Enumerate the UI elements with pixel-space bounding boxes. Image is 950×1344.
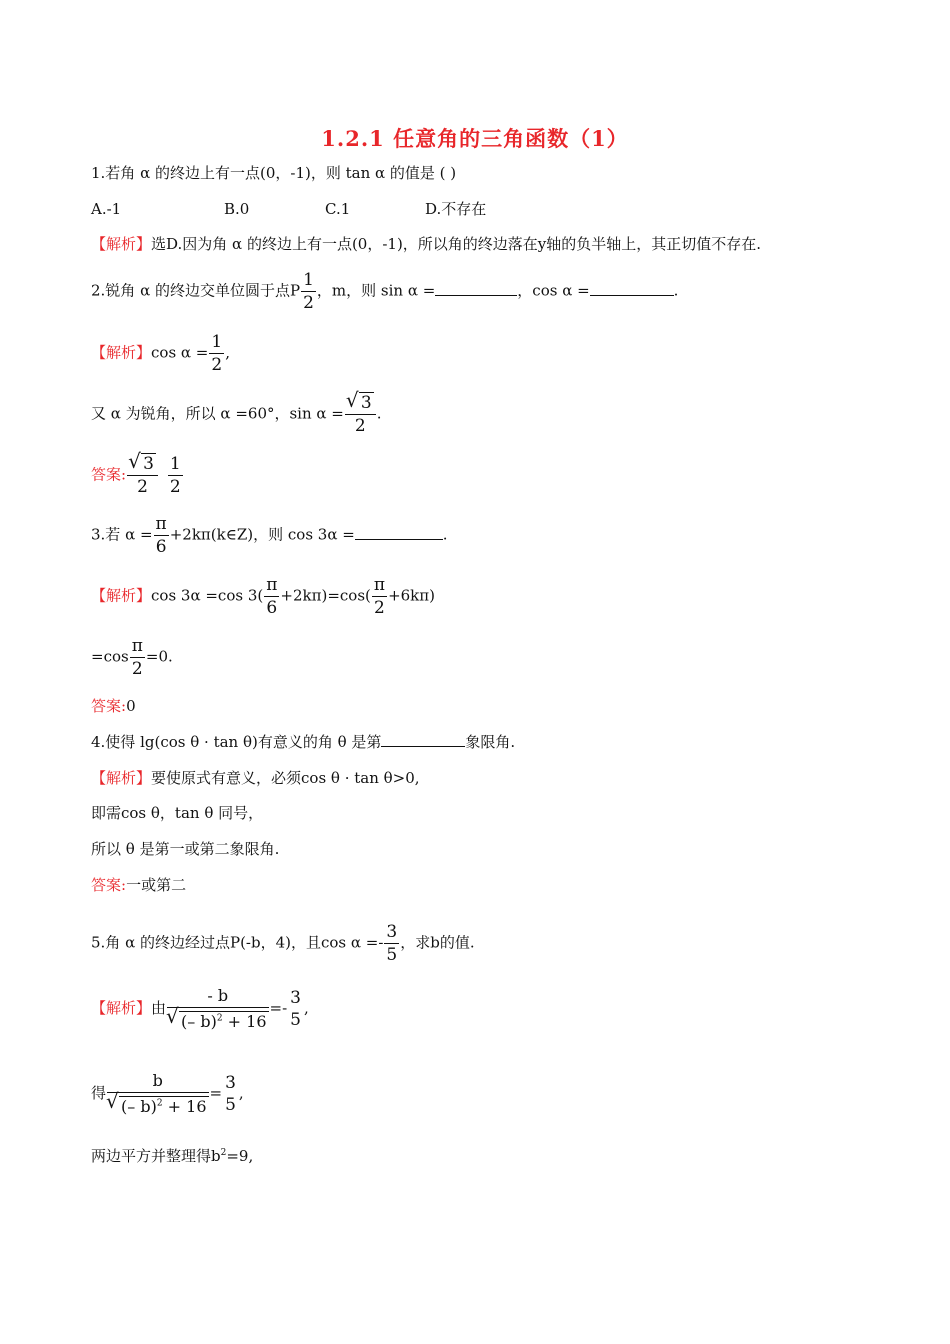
analysis-tag: 【解析】 [91,999,152,1018]
q3-analysis: 【解析】cos 3α =cos 3( $\frac{\pi}{6}$ +2kπ)=cos( $\frac{\pi}{2}$ +6kπ) [91,575,435,618]
q3-answer: 答案:0 [91,697,136,715]
fraction: $\frac{1}{2}$ [169,454,181,497]
sqrt: √ (– b)$^2$ + 16 [167,1008,269,1033]
q5-stem: 5.角 α 的终边经过点P(-b，4)，且cos α =- $\frac{3}{5}$ ，求b的值. [91,922,475,965]
q2-analysis-line2: 又 α 为锐角，所以 α =60°，sin α = √ $\frac{3}{2}$ . [91,392,382,437]
sqrt: √ 3 [347,392,374,414]
q4-analysis: 【解析】要使原式有意义，必须cos θ · tan θ>0, [91,769,420,787]
q5-analysis-line3: 两边平方并整理得$b^2=9$, [91,1147,254,1165]
answer-blank[interactable] [590,281,674,296]
q3-analysis-line2: =cos $\frac{\pi}{2}$ =0. [91,636,173,679]
q2-stem-text: ，m，则 sin α = [316,281,436,300]
fraction: $\frac{\pi}{6}$ [155,514,167,557]
analysis-tag: 【解析】 [91,769,152,787]
q4-stem: 4.使得 lg(cos θ · tan θ)有意义的角 θ 是第 象限角. [91,733,516,751]
q4-analysis-line2: 即需cos θ，tan θ 同号， [91,804,264,822]
q2-stem: 2.锐角 α 的终边交单位圆于点P $\frac{1}{2}$ ，m，则 sin α = ，cos α = . [91,270,679,313]
fraction: $\frac{\pi}{6}$ [266,575,278,618]
page-title: 1.2.1 任意角的三角函数（1） [321,126,629,151]
fraction: $\frac{1}{2}$ [211,332,223,375]
q5-analysis-line2: 得 b √ (– b)$^2$ + 16 = 3 5 , [91,1070,244,1118]
fraction: $\frac{\pi}{2}$ [373,575,386,618]
q2-stem-text: 2.锐角 α 的终边交单位圆于点P [91,281,301,300]
sqrt: √ (– b)$^2$ + 16 [107,1093,209,1118]
q1-option-d: D.不存在 [425,200,487,218]
q4-answer: 答案:一或第二 [91,876,187,894]
q5-analysis: 【解析】由 - b √ (– b)$^2$ + 16 =- 3 5 , [91,985,309,1033]
answer-tag: 答案: [91,876,127,894]
q4-analysis-line3: 所以 θ 是第一或第二象限角. [91,840,280,858]
sqrt: √ 3 [129,453,156,475]
answer-blank[interactable] [435,281,517,296]
answer-tag: 答案: [91,465,127,484]
fraction: 3 5 [225,1073,236,1116]
q1-analysis-text: 选D.因为角 α 的终边上有一点(0，-1)，所以角的终边落在y轴的负半轴上，其正切值不存在. [151,235,762,253]
fraction: $\frac{3}{5}$ [386,922,398,965]
q2-analysis: 【解析】cos α = $\frac{1}{2}$ , [91,332,230,375]
analysis-tag: 【解析】 [91,586,152,605]
fraction: $\frac{1}{2}$ [303,270,314,313]
q1-option-c: C.1 [325,200,351,218]
q3-stem: 3.若 α = $\frac{\pi}{6}$ +2kπ(k∈Z)，则 cos 3α = . [91,514,448,557]
q2-answer [91,453,184,498]
fraction: 3 5 [290,988,301,1031]
fraction: - b √ (– b)$^2$ + 16 [167,985,269,1033]
q2-stem-text: ，cos α = [517,281,590,300]
fraction: $\frac{\pi}{2}$ [131,636,143,679]
answer-blank[interactable] [355,525,443,540]
q1-option-b: B.0 [224,200,250,218]
answer-tag: 答案: [91,697,127,715]
q1-analysis [91,234,761,254]
fraction: b √ (– b)$^2$ + 16 [107,1070,209,1118]
fraction: √ $\frac{3}{2}$ [127,453,158,498]
answer-blank[interactable] [381,732,465,747]
analysis-tag: 【解析】 [91,343,152,362]
fraction: √ $\frac{3}{2}$ [345,392,376,437]
q1-stem: 1.若角 α 的终边上有一点(0，-1)，则 tan α 的值是 ( ) [91,164,457,182]
analysis-tag: 【解析】 [91,235,152,253]
q1-option-a: A.-1 [91,200,122,218]
